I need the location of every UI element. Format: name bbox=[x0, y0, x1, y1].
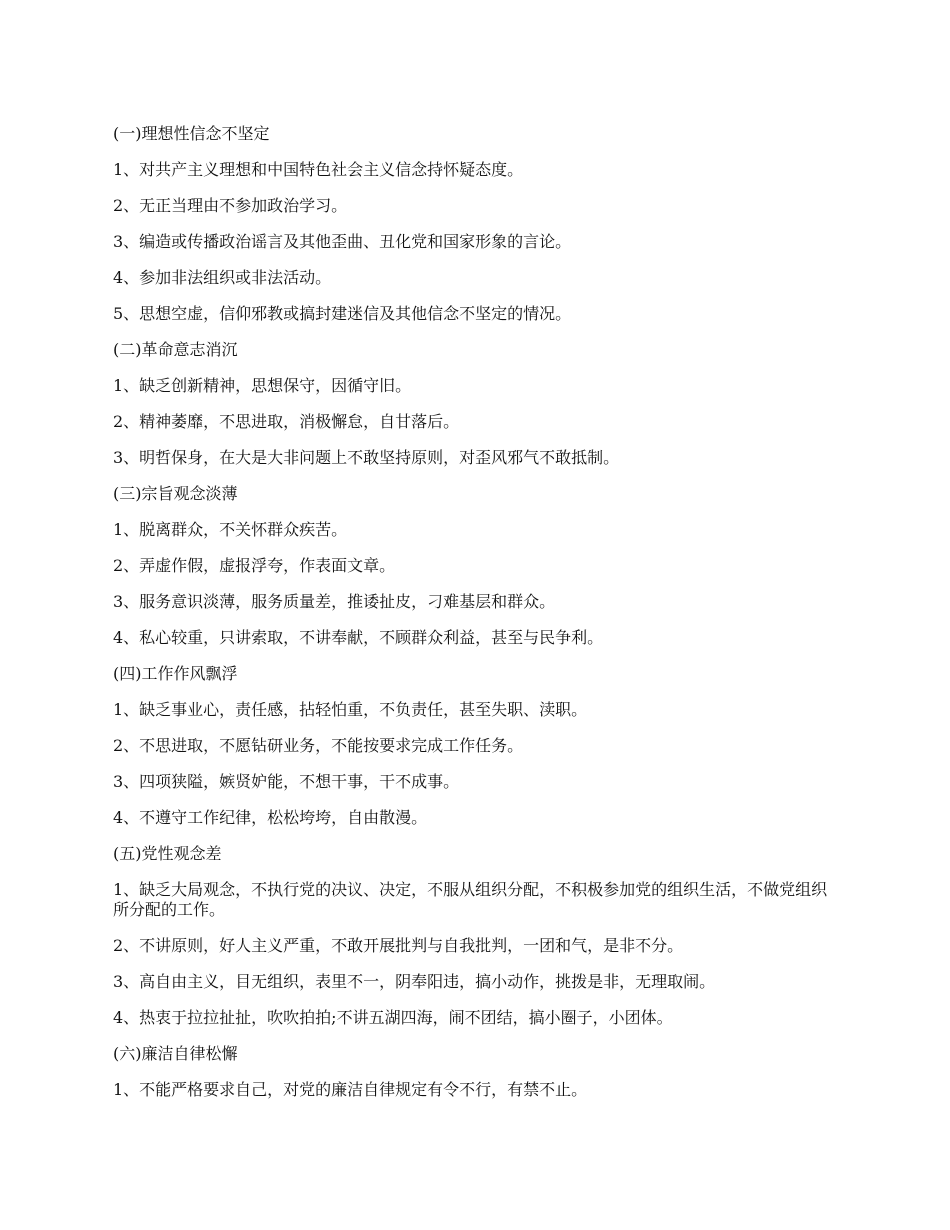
list-item: 4、不遵守工作纪律，松松垮垮，自由散漫。 bbox=[113, 808, 428, 827]
section-heading-4: (四)工作作风飘浮 bbox=[113, 664, 238, 683]
list-item: 1、不能严格要求自己，对党的廉洁自律规定有令不行，有禁不止。 bbox=[113, 1080, 588, 1099]
list-item: 1、脱离群众，不关怀群众疾苦。 bbox=[113, 520, 348, 539]
list-item: 4、热衷于拉拉扯扯，吹吹拍拍;不讲五湖四海，闹不团结，搞小圈子，小团体。 bbox=[113, 1008, 673, 1027]
list-item: 2、无正当理由不参加政治学习。 bbox=[113, 196, 348, 215]
document-body bbox=[113, 124, 828, 1116]
list-item: 2、不思进取，不愿钻研业务，不能按要求完成工作任务。 bbox=[113, 736, 524, 755]
list-item: 2、精神萎靡，不思进取，消极懈怠，自甘落后。 bbox=[113, 412, 460, 431]
list-item: 3、服务意识淡薄，服务质量差，推诿扯皮，刁难基层和群众。 bbox=[113, 592, 556, 611]
list-item: 3、高自由主义，目无组织，表里不一，阴奉阳违，搞小动作，挑拨是非，无理取闹。 bbox=[113, 972, 716, 991]
list-item: 3、四项狭隘，嫉贤妒能，不想干事，干不成事。 bbox=[113, 772, 460, 791]
section-heading-6: (六)廉洁自律松懈 bbox=[113, 1044, 238, 1063]
list-item: 1、对共产主义理想和中国特色社会主义信念持怀疑态度。 bbox=[113, 160, 524, 179]
list-item: 5、思想空虚，信仰邪教或搞封建迷信及其他信念不坚定的情况。 bbox=[113, 304, 572, 323]
list-item: 4、参加非法组织或非法活动。 bbox=[113, 268, 332, 287]
section-heading-1: (一)理想性信念不坚定 bbox=[113, 124, 270, 143]
list-item: 2、不讲原则，好人主义严重，不敢开展批判与自我批判，一团和气，是非不分。 bbox=[113, 936, 684, 955]
section-heading-5: (五)党性观念差 bbox=[113, 844, 222, 863]
list-item: 2、弄虚作假，虚报浮夸，作表面文章。 bbox=[113, 556, 396, 575]
section-heading-2: (二)革命意志消沉 bbox=[113, 340, 238, 359]
list-item: 1、缺乏大局观念，不执行党的决议、决定，不服从组织分配，不积极参加党的组织生活，不做党组织所分配的工作。 bbox=[113, 880, 828, 919]
list-item: 1、缺乏事业心，责任感，拈轻怕重，不负责任，甚至失职、渎职。 bbox=[113, 700, 588, 719]
list-item: 4、私心较重，只讲索取，不讲奉献，不顾群众利益，甚至与民争利。 bbox=[113, 628, 604, 647]
list-item: 3、明哲保身，在大是大非问题上不敢坚持原则，对歪风邪气不敢抵制。 bbox=[113, 448, 620, 467]
list-item: 1、缺乏创新精神，思想保守，因循守旧。 bbox=[113, 376, 412, 395]
list-item: 3、编造或传播政治谣言及其他歪曲、丑化党和国家形象的言论。 bbox=[113, 232, 572, 251]
section-heading-3: (三)宗旨观念淡薄 bbox=[113, 484, 238, 503]
